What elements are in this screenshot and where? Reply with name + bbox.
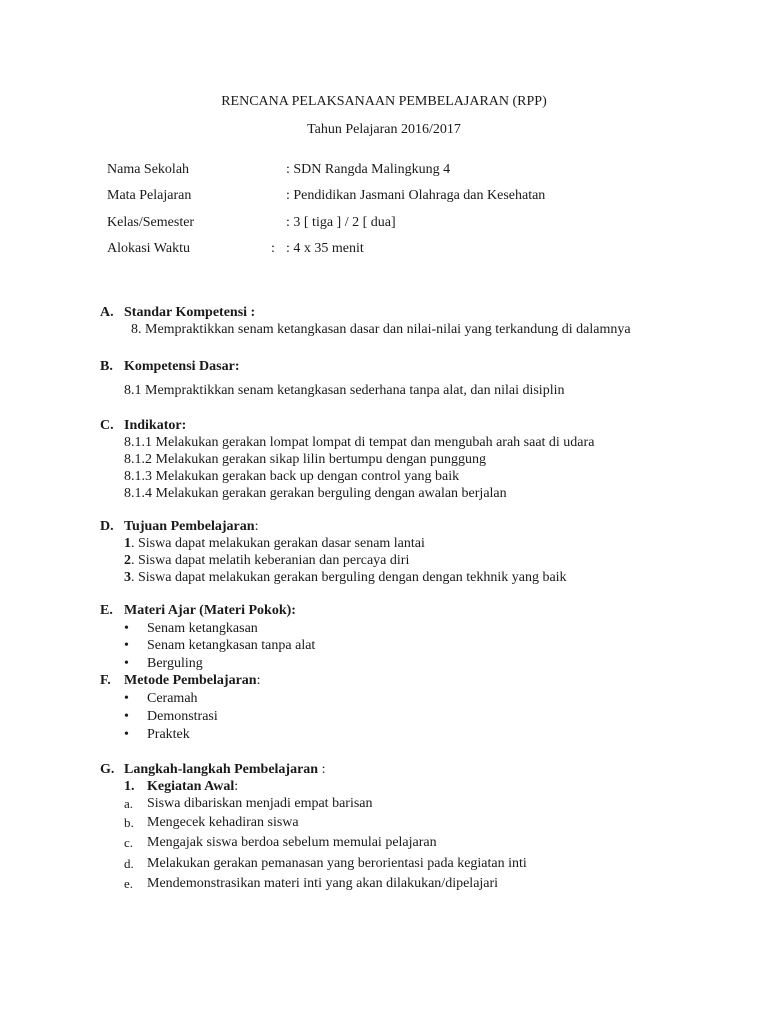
section-f-heading: [124, 673, 260, 689]
section-g-title: Langkah-langkah Pembelajaran: [124, 762, 319, 777]
bullet-icon: •: [124, 709, 129, 724]
section-f-letter: F.: [100, 673, 111, 688]
section-g-heading: [124, 762, 325, 778]
bullet-icon: •: [124, 621, 129, 636]
section-a-line: 8. Mempraktikkan senam ketangkasan dasar dan nilai-nilai yang terkandung di dalamnya: [131, 322, 631, 337]
method-item: Praktek: [147, 727, 190, 742]
identity-colon-time: :: [271, 241, 275, 256]
section-b-line: 8.1 Mempraktikkan senam ketangkasan sederhana tanpa alat, dan nilai disiplin: [124, 383, 565, 398]
step-item: Melakukan gerakan pemanasan yang berorientasi pada kegiatan inti: [147, 856, 527, 871]
identity-value-time: : 4 x 35 menit: [286, 241, 364, 256]
section-a-title: Standar Kompetensi :: [124, 305, 256, 320]
step-marker: a.: [124, 796, 134, 811]
section-g-letter: G.: [100, 762, 115, 777]
subsection-number: 1.: [124, 779, 135, 794]
section-e-letter: E.: [100, 603, 113, 618]
section-a-letter: A.: [100, 305, 114, 320]
section-f-colon: :: [256, 673, 261, 688]
bullet-icon: •: [124, 638, 129, 653]
section-d-colon: :: [254, 519, 259, 534]
subsection-title: Kegiatan Awal: [147, 779, 235, 794]
method-item: Ceramah: [147, 691, 198, 706]
subsection-colon: :: [234, 779, 239, 794]
bullet-icon: •: [124, 656, 129, 671]
identity-value-school: : SDN Rangda Malingkung 4: [286, 162, 451, 177]
section-c-title: Indikator:: [124, 418, 187, 433]
objective-item: [124, 553, 409, 569]
indicator-item: 8.1.1 Melakukan gerakan lompat lompat di tempat dan mengubah arah saat di udara: [124, 435, 595, 450]
identity-label-school: Nama Sekolah: [107, 162, 190, 177]
section-d-heading: [124, 519, 258, 535]
objective-number: 1: [124, 536, 131, 551]
subsection-heading: [147, 779, 238, 795]
academic-year: Tahun Pelajaran 2016/2017: [307, 122, 461, 137]
identity-label-subject: Mata Pelajaran: [107, 188, 192, 203]
step-item: Mendemonstrasikan materi inti yang akan dilakukan/dipelajari: [147, 876, 499, 891]
section-g-colon: :: [318, 762, 326, 777]
document-title: RENCANA PELAKSANAAN PEMBELAJARAN (RPP): [221, 94, 547, 109]
section-d-letter: D.: [100, 519, 114, 534]
section-f-title: Metode Pembelajaran: [124, 673, 257, 688]
section-b-letter: B.: [100, 359, 113, 374]
objective-text: . Siswa dapat melatih keberanian dan percaya diri: [131, 553, 410, 568]
method-item: Demonstrasi: [147, 709, 218, 724]
bullet-icon: •: [124, 727, 129, 742]
objective-number: 3: [124, 570, 131, 585]
indicator-item: 8.1.2 Melakukan gerakan sikap lilin bertumpu dengan punggung: [124, 452, 486, 467]
bullet-icon: •: [124, 691, 129, 706]
material-item: Berguling: [147, 656, 203, 671]
section-b-title: Kompetensi Dasar:: [124, 359, 240, 374]
identity-value-subject: : Pendidikan Jasmani Olahraga dan Kesehatan: [286, 188, 546, 203]
step-marker: b.: [124, 815, 134, 830]
section-c-letter: C.: [100, 418, 114, 433]
step-marker: c.: [124, 835, 134, 850]
indicator-item: 8.1.4 Melakukan gerakan gerakan berguling dengan awalan berjalan: [124, 486, 507, 501]
identity-label-time: Alokasi Waktu: [107, 241, 190, 256]
section-d-title: Tujuan Pembelajaran: [124, 519, 255, 534]
material-item: Senam ketangkasan: [147, 621, 258, 636]
indicator-item: 8.1.3 Melakukan gerakan back up dengan control yang baik: [124, 469, 460, 484]
objective-text: . Siswa dapat melakukan gerakan berguling dengan dengan tekhnik yang baik: [131, 570, 567, 585]
identity-label-class: Kelas/Semester: [107, 215, 195, 230]
objective-text: . Siswa dapat melakukan gerakan dasar senam lantai: [131, 536, 425, 551]
step-item: Mengajak siswa berdoa sebelum memulai pelajaran: [147, 835, 437, 850]
material-item: Senam ketangkasan tanpa alat: [147, 638, 316, 653]
identity-value-class: : 3 [ tiga ] / 2 [ dua]: [286, 215, 396, 230]
objective-item: [124, 536, 425, 552]
step-marker: d.: [124, 856, 134, 871]
section-e-title: Materi Ajar (Materi Pokok):: [124, 603, 296, 618]
step-item: Mengecek kehadiran siswa: [147, 815, 299, 830]
step-marker: e.: [124, 876, 134, 891]
objective-number: 2: [124, 553, 131, 568]
step-item: Siswa dibariskan menjadi empat barisan: [147, 796, 373, 811]
objective-item: [124, 570, 567, 586]
